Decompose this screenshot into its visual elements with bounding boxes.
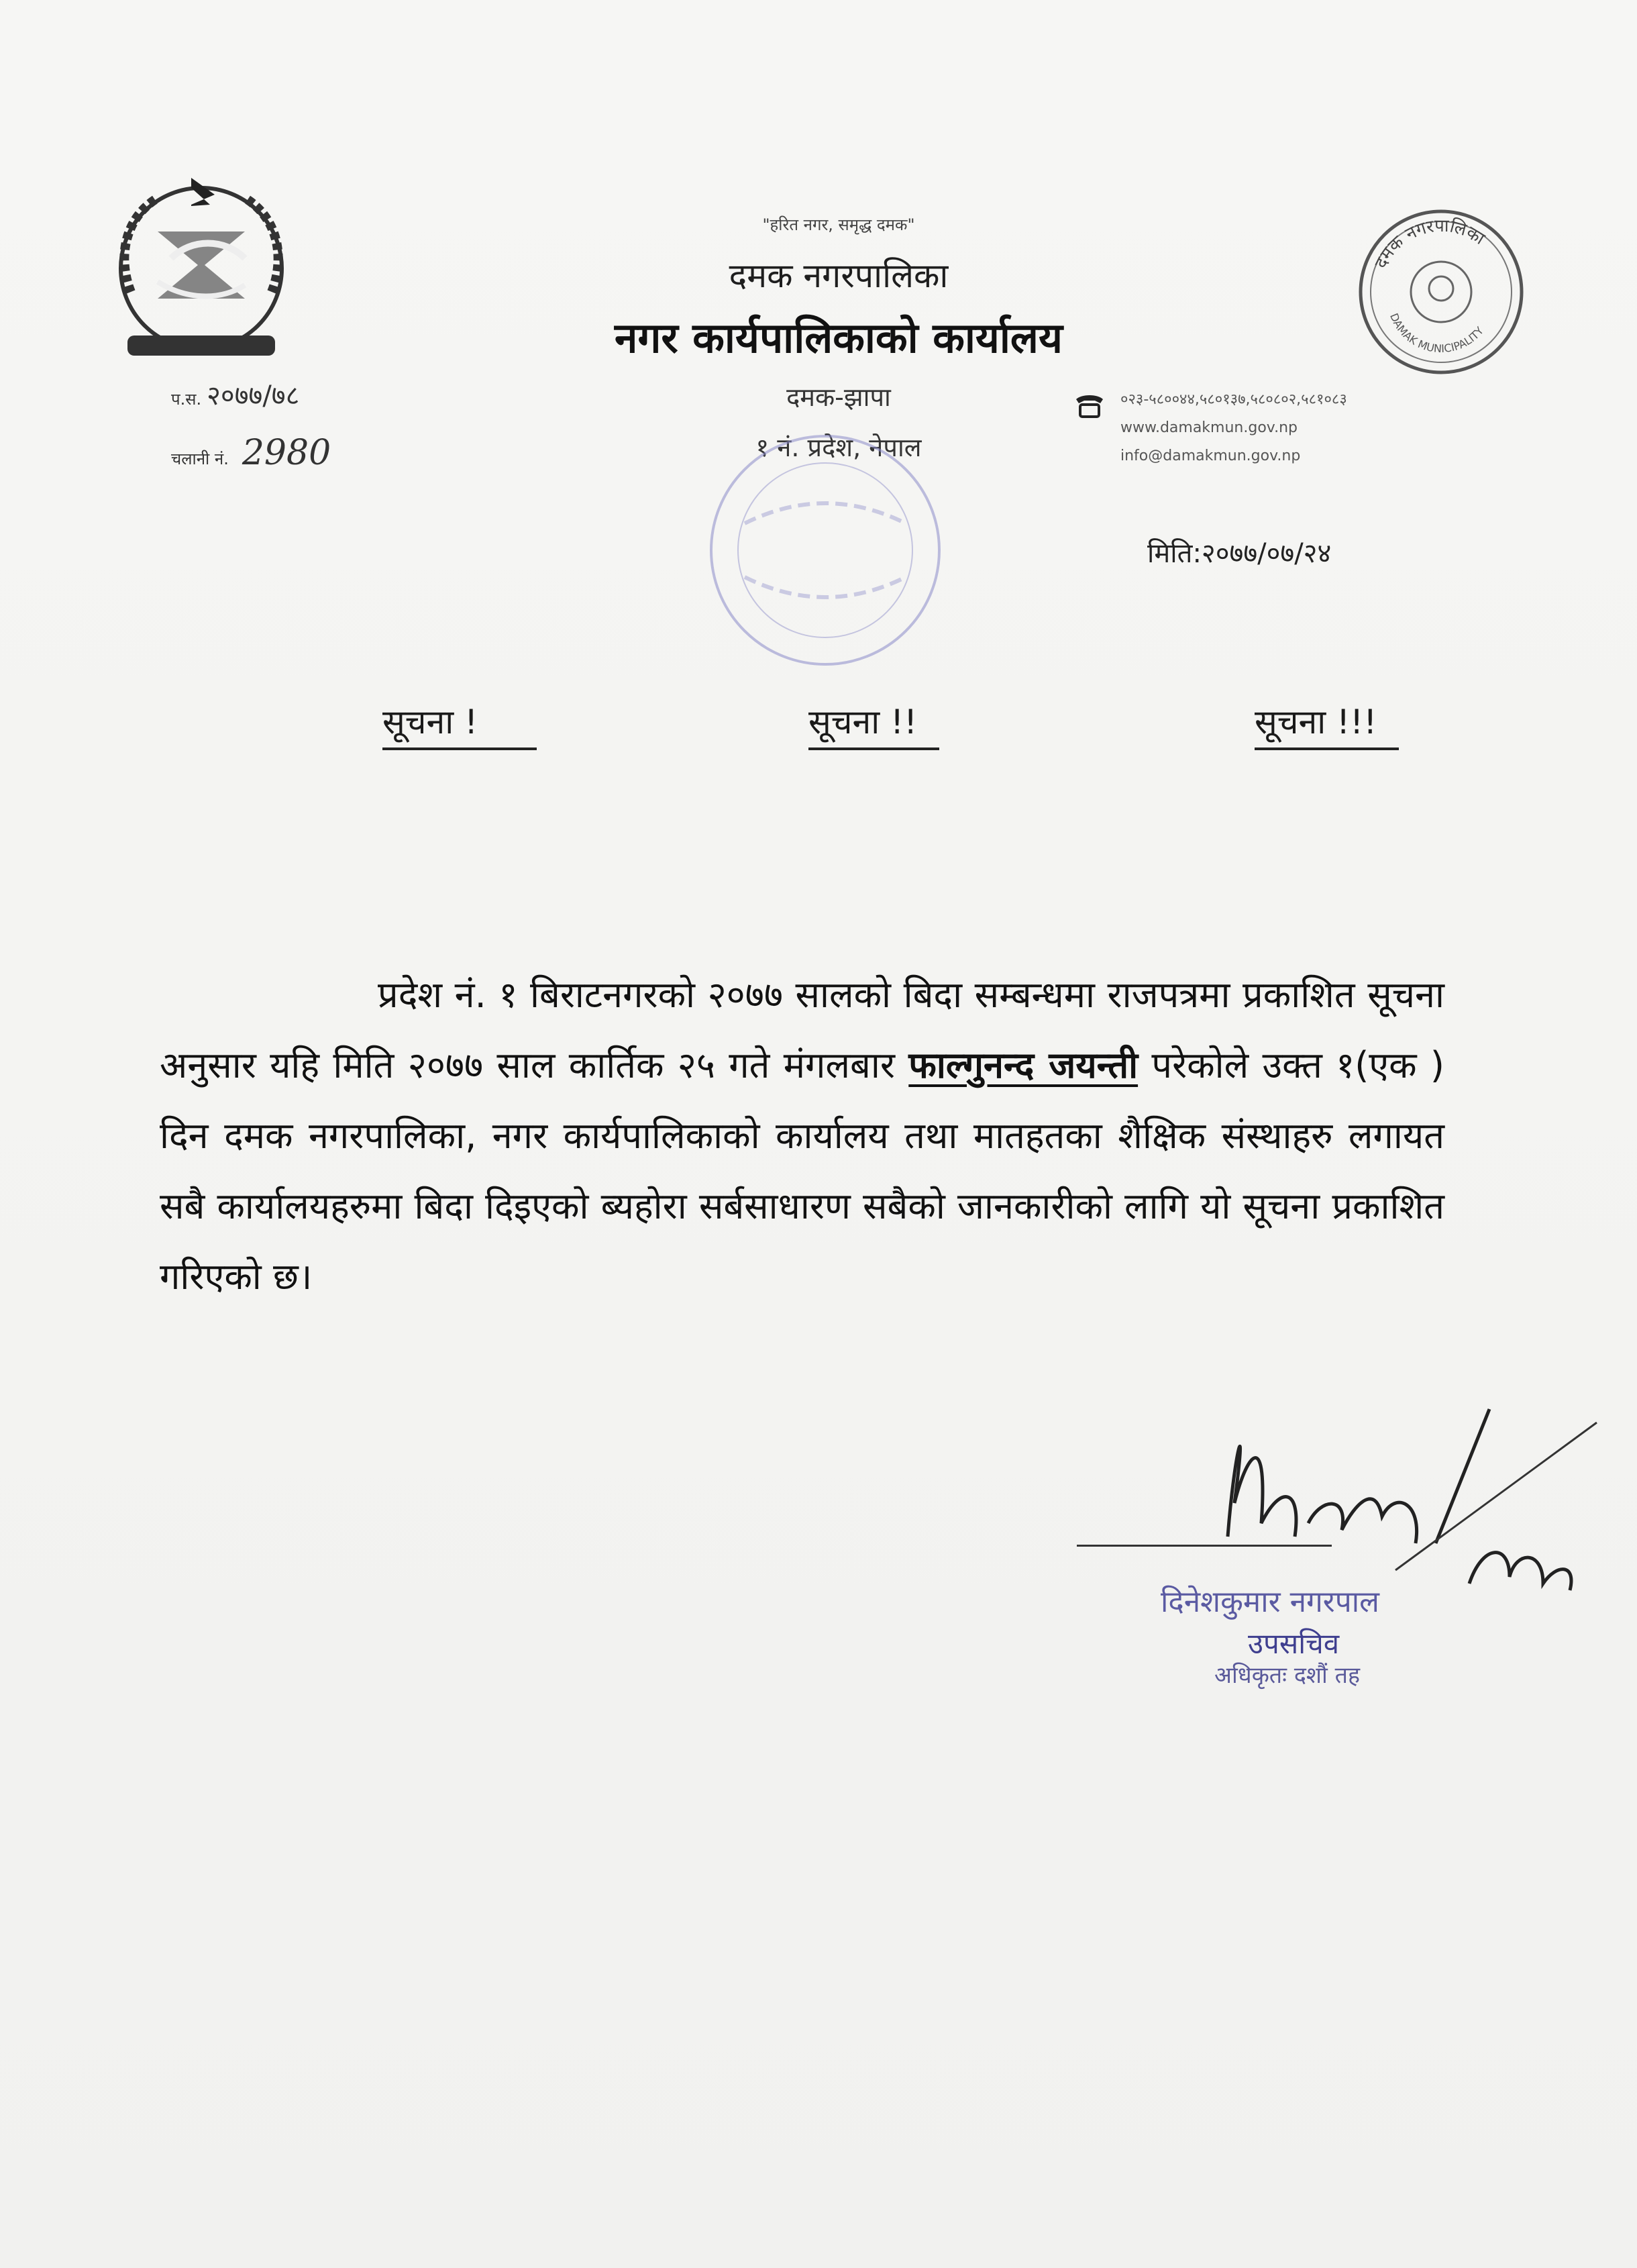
office-stamp [671, 423, 980, 678]
notice-heading-2: सूचना !! [808, 698, 939, 750]
body-part-1: प्रदेश नं. १ बिराटनगरको २०७७ सालको बिदा सम्बन्धमा राजपत्रमा प्रकाशित सूचना अनुसार यहि मिति २०७७ साल कार्तिक २५ गते मंगलबार [160, 974, 1444, 1086]
notice-body [160, 960, 1444, 1312]
ps-reference [171, 376, 299, 413]
chalani-number: 2980 [242, 433, 331, 473]
contact-block [1073, 386, 1347, 470]
signatory-name: दिनेशकुमार नगरपाल [1161, 1585, 1379, 1619]
notice-heading-3: सूचना !!! [1255, 698, 1399, 750]
chalani-reference [171, 433, 331, 473]
seal-text-en: DAMAK MUNICIPALITY [1387, 311, 1487, 356]
municipality-seal [1354, 205, 1528, 379]
address-line-2: १ नं. प्रदेश, नेपाल [755, 433, 922, 462]
address-line-1: दमक-झापा [786, 382, 891, 412]
organization-name: दमक नगरपालिका [729, 256, 949, 295]
seal-text: दमक नगरपालिका [1371, 215, 1489, 272]
signatory-title: उपसचिव [1248, 1627, 1340, 1660]
svg-text:DAMAK MUNICIPALITY [1387, 311, 1486, 355]
nepal-emblem-icon [91, 158, 312, 366]
body-part-2: परेकोले उक्त १(एक ) दिन दमक नगरपालिका, नगर कार्यपालिकाको कार्यालय तथा मातहतका शैक्षिक संस्थाहरु लगायत सबै कार्यालयहरुमा बिदा दिइएको ब्यहोरा सर्बसाधारण सबैको जानकारीको लागि यो सूचना प्रकाशित गरिएको छ। [160, 1044, 1445, 1298]
festival-name: फाल्गुनन्द जयन्ती [908, 1044, 1139, 1086]
office-name: नगर कार्यपालिकाको कार्यालय [615, 313, 1063, 362]
ps-label: प.स. [171, 390, 202, 409]
website: www.damakmun.gov.np [1120, 419, 1298, 436]
email: info@damakmun.gov.np [1120, 448, 1301, 464]
phone-numbers: ०२३-५८००४४,५८०१३७,५८०८०२,५८१०८३ [1120, 391, 1347, 408]
date: मिति:२०७७/०७/२४ [1147, 538, 1332, 569]
ps-value: २०७७/७८ [207, 380, 300, 411]
notice-heading-1: सूचना ! [382, 698, 537, 750]
chalani-label: चलानी नं. [171, 450, 229, 468]
motto: "हरित नगर, समृद्ध दमक" [762, 215, 915, 234]
signatory-rank: अधिकृतः दशौं तह [1214, 1662, 1361, 1689]
